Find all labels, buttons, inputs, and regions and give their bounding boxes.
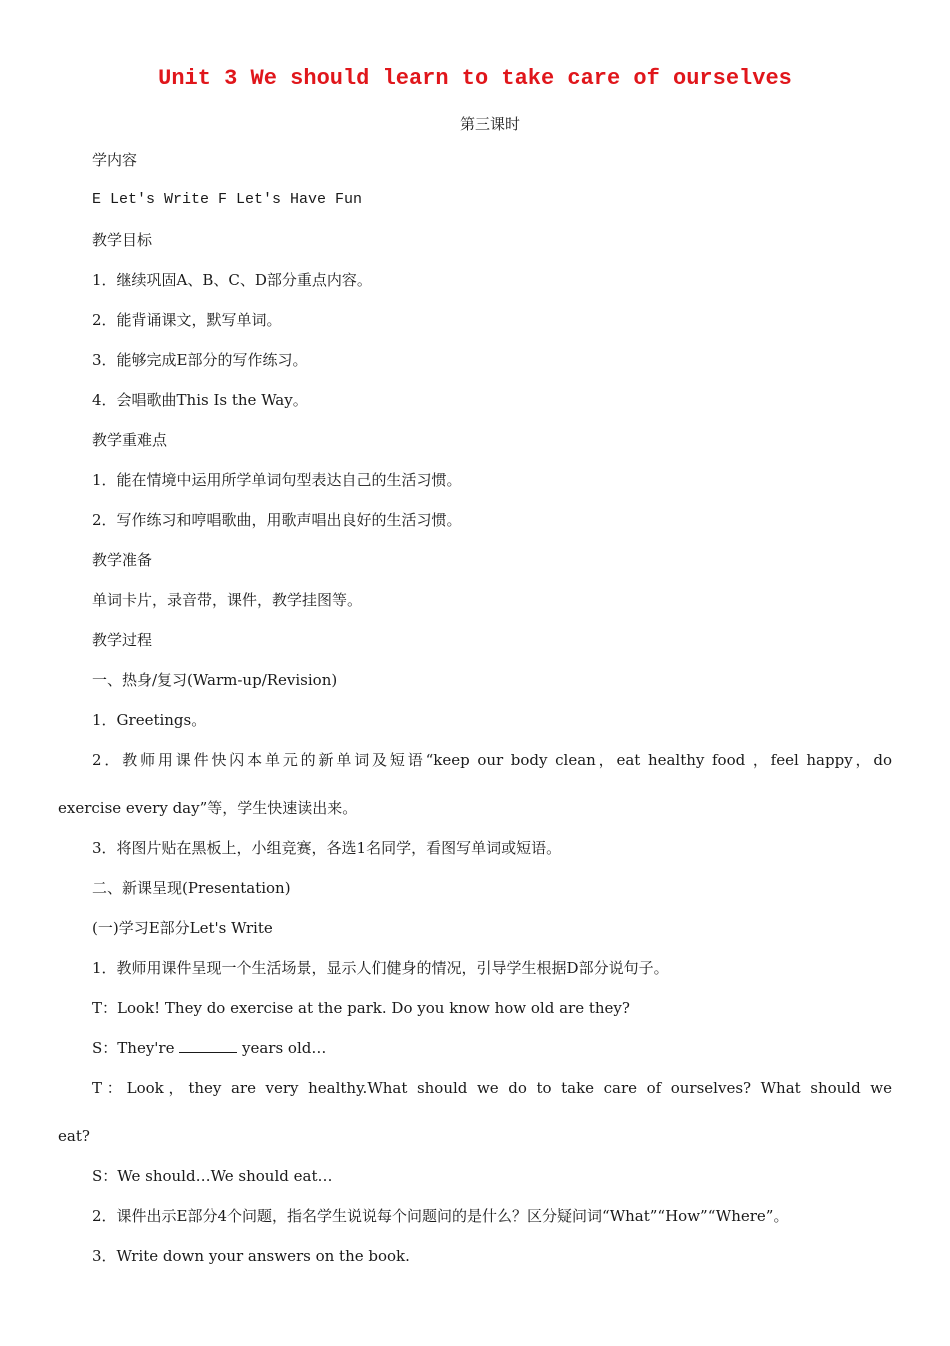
fill-in-blank [179,1038,237,1053]
step-item: 2．教师用课件快闪本单元的新单词及短语“keep our body clean，eat healthy food ，feel happy，do [92,751,892,769]
step-heading-warmup: 一、热身/复习(Warm-up/Revision) [92,671,338,689]
section-heading-objectives: 教学目标 [92,231,153,249]
objective-item: 4．会唱歌曲This Is the Way。 [92,391,308,409]
dialogue-tail-text: years old… [237,1039,327,1057]
dialogue-line-continued: eat? [58,1127,90,1145]
objective-item: 1．继续巩固A、B、C、D部分重点内容。 [92,271,372,289]
step-heading-presentation: 二、新课呈现(Presentation) [92,879,291,897]
section-heading-key-points: 教学重难点 [92,431,168,449]
content-parts: E Let's Write F Let's Have Fun [92,191,363,208]
objective-item: 2．能背诵课文，默写单词。 [92,311,282,329]
lesson-subtitle: 第三课时 [459,115,520,133]
dialogue-line: T：Look! They do exercise at the park. Do you know how old are they? [92,999,630,1017]
section-heading-process: 教学过程 [92,631,153,649]
key-point-item: 1．能在情境中运用所学单词句型表达自己的生活习惯。 [92,471,462,489]
dialogue-line: T：Look，they are very healthy.What should we do to take care of ourselves? What should we [92,1079,892,1097]
section-heading-preparation: 教学准备 [92,551,153,569]
step-item: 2．课件出示E部分4个问题，指名学生说说每个问题问的是什么？区分疑问词“What”“How”“Where”。 [92,1207,789,1225]
section-heading-content: 学内容 [92,151,138,169]
step-item: 1．教师用课件呈现一个生活场景，显示人们健身的情况，引导学生根据D部分说句子。 [92,959,669,977]
step-item: 3．将图片贴在黑板上，小组竞赛，各选1名同学，看图写单词或短语。 [92,839,562,857]
preparation-text: 单词卡片，录音带，课件，教学挂图等。 [92,591,363,609]
objective-item: 3．能够完成E部分的写作练习。 [92,351,308,369]
sub-step-heading: (一)学习E部分Let's Write [92,919,273,937]
dialogue-speaker-text: S：They're [92,1039,180,1057]
key-point-item: 2．写作练习和哼唱歌曲，用歌声唱出良好的生活习惯。 [92,511,462,529]
dialogue-line-blank [92,1038,326,1058]
step-item-continued: exercise every day”等，学生快速读出来。 [58,799,358,817]
dialogue-line: S：We should…We should eat… [92,1167,333,1185]
step-item: 3．Write down your answers on the book. [92,1247,410,1265]
document-title: Unit 3 We should learn to take care of ourselves [158,66,792,91]
step-item: 1．Greetings。 [92,711,207,729]
